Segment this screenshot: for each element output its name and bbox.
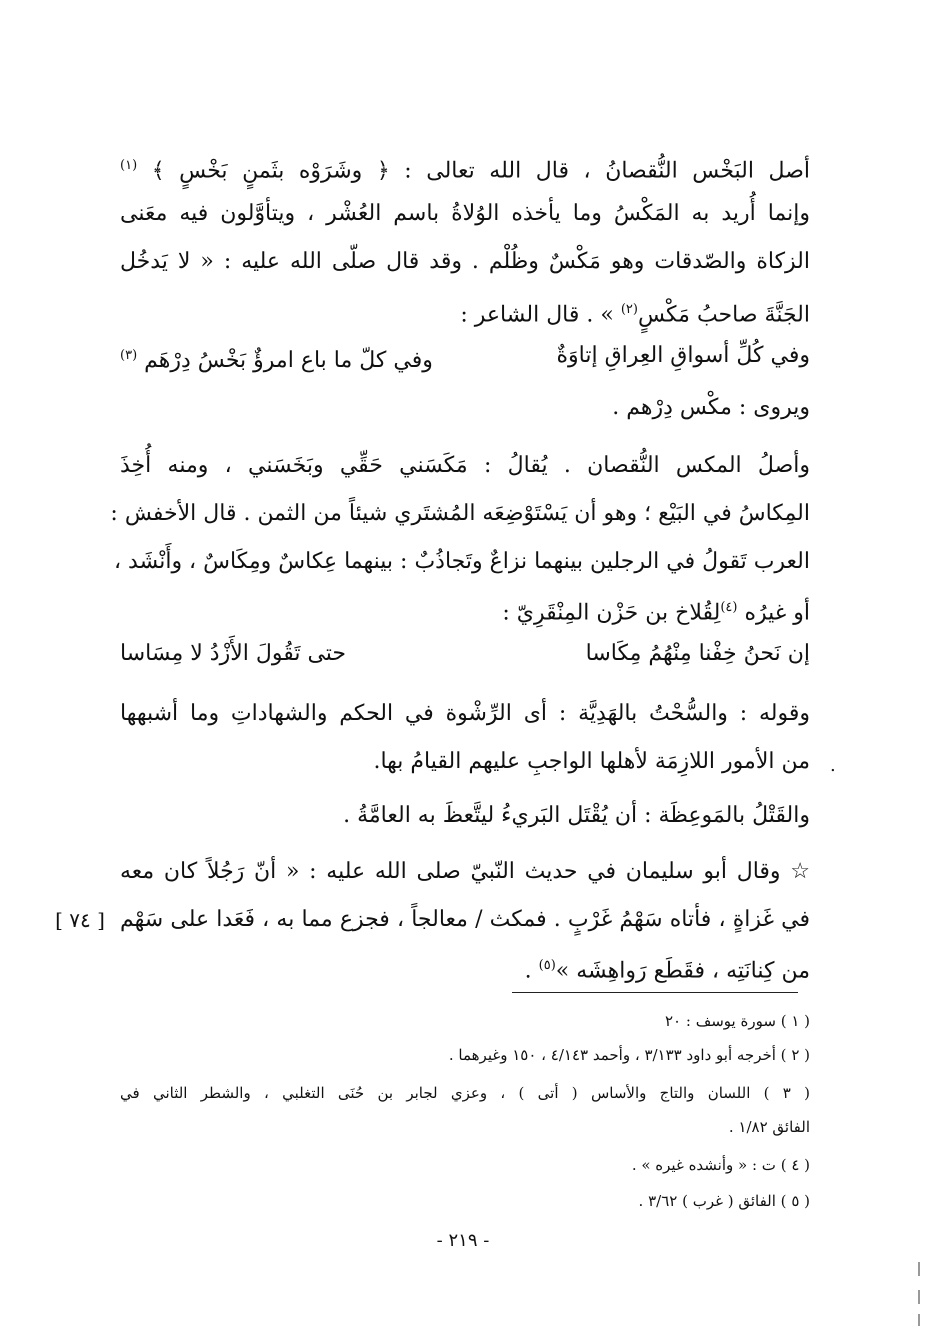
body-line: من الأمور اللازِمَة لأهلها الواجبِ عليهم القيامُ بها.: [373, 749, 810, 774]
body-line: ويروى : مكْس دِرْهم .: [612, 395, 810, 420]
body-line: أو غيرُه $^{(٤)}$لِقُلاخ بن حَزْن المِنْقَرِيّ :: [502, 600, 810, 626]
body-line: من كِنانَتِه ، فقَطَع رَواهِشَه »$^{(٥)}$ .: [524, 958, 810, 984]
footnote: ( ٥ ) الفائق ( غرب ) ٣/٦٢ .: [638, 1192, 810, 1210]
body-line: وأصلُ المكس النُّقصان . يُقالُ : مَكَسَني حَقِّي وبَخَسَني ، ومنه أُخِذَ: [120, 453, 810, 478]
verse-first-hemistich: وفي كُلِّ أسواقِ العِراقِ إتاوَةٌ: [556, 343, 810, 368]
manuscript-page-marker: [ ٧٤ ]: [55, 908, 105, 932]
poem-verse: [120, 634, 810, 674]
body-line: وقوله : والسُّحْتُ بالهَدِيَّة : أى الرِّشْوة في الحكم والشهاداتِ وما أشبهها: [120, 701, 810, 726]
footnote: ( ٤ ) ت : « وأنشده غيره » .: [631, 1156, 810, 1174]
scan-edge-mark: [918, 1314, 920, 1326]
footnote: ( ٢ ) أخرجه أبو داود ٣/١٣٣ ، وأحمد ٤/١٤٣ ، ١٥٠ وغيرهما .: [448, 1046, 810, 1064]
body-line: العرب تَقولُ في الرجلين بينهما نزاعٌ وتَجاذُبٌ : بينهما عِكاسٌ ومِكَاسٌ ، وأَنْشَد ،: [113, 549, 810, 574]
verse-first-hemistich: إن نَحنُ خِفْنا مِنْهُمُ مِكَاسا: [585, 641, 810, 666]
body-line: الجَنَّةَ صاحبُ مَكْسٍ$^{(٢)}$ » . قال الشاعر :: [460, 302, 810, 328]
poem-verse: [120, 336, 810, 381]
verse-second-hemistich: حتى تَقُولَ الأَزْدُ لا مِسَاسا: [120, 641, 347, 666]
body-line: وإنما أُريد به المَكْسُ وما يأخذه الوُلاةُ باسم العُشْر ، ويتأوَّلون فيه معَنى: [120, 201, 810, 226]
footnote: الفائق ١/٨٢ .: [728, 1118, 810, 1136]
body-line: ☆ وقال أبو سليمان في حديث النّبيّ صلى الله عليه : « أنّ رَجُلاً كان معه: [120, 859, 810, 884]
page-number: - ٢١٩ -: [436, 1230, 490, 1251]
scan-edge-mark: [918, 1262, 920, 1276]
body-line: الزكاة والصّدقات وهو مَكْسٌ وظُلْم . وقد قال صلّى الله عليه : « لا يَدخُل: [120, 249, 810, 274]
margin-dot: .: [830, 755, 836, 776]
footnote-divider: [512, 992, 798, 993]
body-line: المِكاسُ في البَيْع ؛ وهو أن يَسْتَوْضِعَه المُشتَري شيئاً من الثمن . قال الأخفش :: [110, 501, 810, 526]
scan-edge-mark: [918, 1290, 920, 1304]
body-line: والقَتْلُ بالمَوعِظَة : أن يُقْتَل البَريءُ ليتَّعظَ به العامَّةُ .: [343, 803, 810, 828]
footnote: ( ١ ) سورة يوسف : ٢٠: [665, 1012, 810, 1030]
footnote: ( ٣ ) اللسان والتاج والأساس ( أتى ) ، وعزي لجابر بن حُنَى التغلبي ، والشطر الثاني في: [120, 1084, 810, 1102]
body-line: في غَزاةٍ ، فأتاه سَهْمُ غَرْبٍ . فمكث / معالجاً ، فجزع مما به ، فَعَدا على سَهْم: [120, 907, 810, 932]
body-line: أصل البَخْس النُّقصانُ ، قال الله تعالى : ﴿ وشَرَوْه بثَمنٍ بَخْسٍ ﴾ $^{(١)}$: [120, 158, 810, 184]
verse-second-hemistich: وفي كلّ ما باع امرؤٌ بَخْسُ دِرْهَم (٣): [120, 348, 433, 374]
